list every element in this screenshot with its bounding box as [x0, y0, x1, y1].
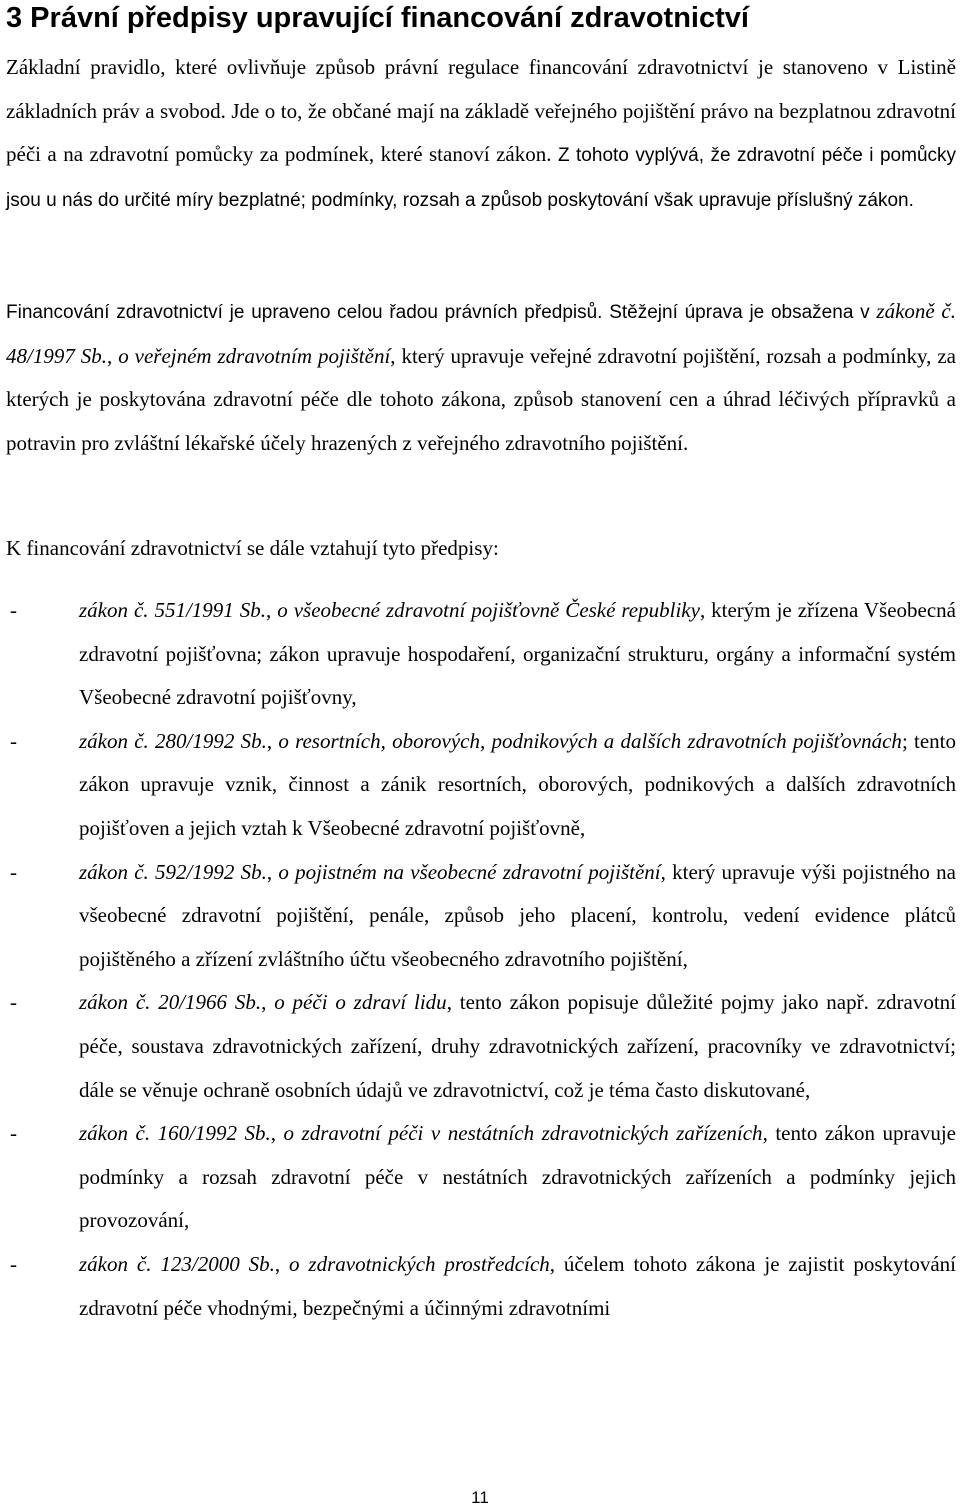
law-desc: , kterým je zřízena Všeobecná zdravotní pojišťovna; zákon upravuje hospodaření, organizační strukturu, orgány a informační systém Všeobecné zdravotní pojišťovny, — [79, 598, 957, 710]
law-ref: zákon č. 592/1992 Sb. — [79, 859, 267, 884]
law-desc: ; tento zákon upravuje vznik, činnost a zánik resortních, oborových, podnikových a dalších zdravotních pojišťoven a jejich vztah k Všeobecné zdravotní pojišťovně, — [79, 728, 956, 840]
law-ref: zákon č. 280/1992 Sb. — [79, 728, 267, 753]
law-list-item — [6, 981, 956, 1112]
law-title: o zdravotnických prostředcích — [289, 1251, 550, 1276]
law-title: o péči o zdraví lidu — [274, 990, 447, 1015]
law-ref: zákon č. 551/1991 Sb. — [79, 598, 267, 622]
law-list-item — [6, 1112, 956, 1243]
intro-sans-text: Z tohoto vyplývá, že zdravotní péče i pomůcky jsou u nás do určité míry bezplatné; podmínky, rozsah a způsob poskytování však upravuje příslušný zákon. — [6, 145, 957, 211]
law-48-1997-title: o veřejném zdravotním pojištění — [118, 343, 391, 368]
law-title: o resortních, oborových, podnikových a dalších zdravotních pojišťovnách — [278, 728, 902, 753]
intro-serif-text: Základní pravidlo, které ovlivňuje způsob právní regulace financování zdravotnictví je stanoveno v Listině základních práv a svobod. Jde o to, že občané mají na základě veřejného pojištění právo na bezplatnou zdravotní péči a na zdravotní pomůcky za podmínek, které stanoví zákon. — [6, 55, 956, 167]
law-ref: zákon č. 20/1966 Sb. — [79, 990, 262, 1015]
laws-list — [6, 589, 956, 1330]
law-desc: , tento zákon upravuje podmínky a rozsah zdravotní péče v nestátních zdravotnických zařízeních a podmínky jejich provozování, — [79, 1121, 956, 1233]
law-sep: , — [266, 859, 279, 884]
law-list-item — [6, 1243, 956, 1330]
law-desc: , který upravuje výši pojistného na všeobecné zdravotní pojištění, penále, způsob jeho placení, kontrolu, vedení evidence plátců pojištěného a zřízení zvláštního účtu všeobecného zdravotního pojištění, — [79, 859, 956, 971]
law-sep: , — [261, 990, 275, 1015]
law-list-item — [6, 589, 956, 720]
law-list-item — [6, 851, 956, 982]
law-sep: , — [266, 728, 279, 753]
law-sep: , — [107, 343, 119, 368]
law-sep: , — [266, 598, 278, 622]
intro-paragraph — [6, 46, 956, 222]
law-ref: zákon č. 160/1992 Sb. — [79, 1121, 271, 1146]
financing-sans-text: Financování zdravotnictví je upraveno celou řadou právních předpisů. Stěžejní úprava je obsažena v — [6, 302, 877, 323]
law-ref: zákon č. 123/2000 Sb. — [79, 1251, 275, 1276]
law-sep: , — [270, 1121, 284, 1146]
law-desc: , účelem tohoto zákona je zajistit poskytování zdravotní péče vhodnými, bezpečnými a účinnými zdravotními — [79, 1251, 956, 1320]
law-title: o pojistném na všeobecné zdravotní pojištění — [278, 859, 661, 884]
law-48-1997-ref: zákoně č. 48/1997 Sb. — [6, 299, 956, 368]
page-number: 11 — [471, 1488, 489, 1507]
financing-paragraph — [6, 290, 956, 465]
related-laws-intro: K financování zdravotnictví se dále vztahují tyto předpisy: — [6, 536, 499, 560]
law-list-item — [6, 720, 956, 851]
law-48-1997-desc: , který upravuje veřejné zdravotní pojištění, rozsah a podmínky, za kterých je poskytována zdravotní péče dle tohoto zákona, způsob stanovení cen a úhrad léčivých přípravků a potravin pro zvláštní lékařské účely hrazených z veřejného zdravotního pojištění. — [6, 343, 956, 455]
law-desc: , tento zákon popisuje důležité pojmy jako např. zdravotní péče, soustava zdravotnických zařízení, druhy zdravotnických zařízení, pracovníky ve zdravotnictví; dále se věnuje ochraně osobních údajů ve zdravotnictví, což je téma často diskutované, — [79, 990, 957, 1102]
section-heading: 3 Právní předpisy upravující financování zdravotnictví — [6, 2, 749, 34]
law-title: o zdravotní péči v nestátních zdravotnických zařízeních — [283, 1121, 763, 1146]
law-title: o všeobecné zdravotní pojišťovně České republiky — [277, 598, 700, 622]
law-sep: , — [274, 1251, 289, 1276]
